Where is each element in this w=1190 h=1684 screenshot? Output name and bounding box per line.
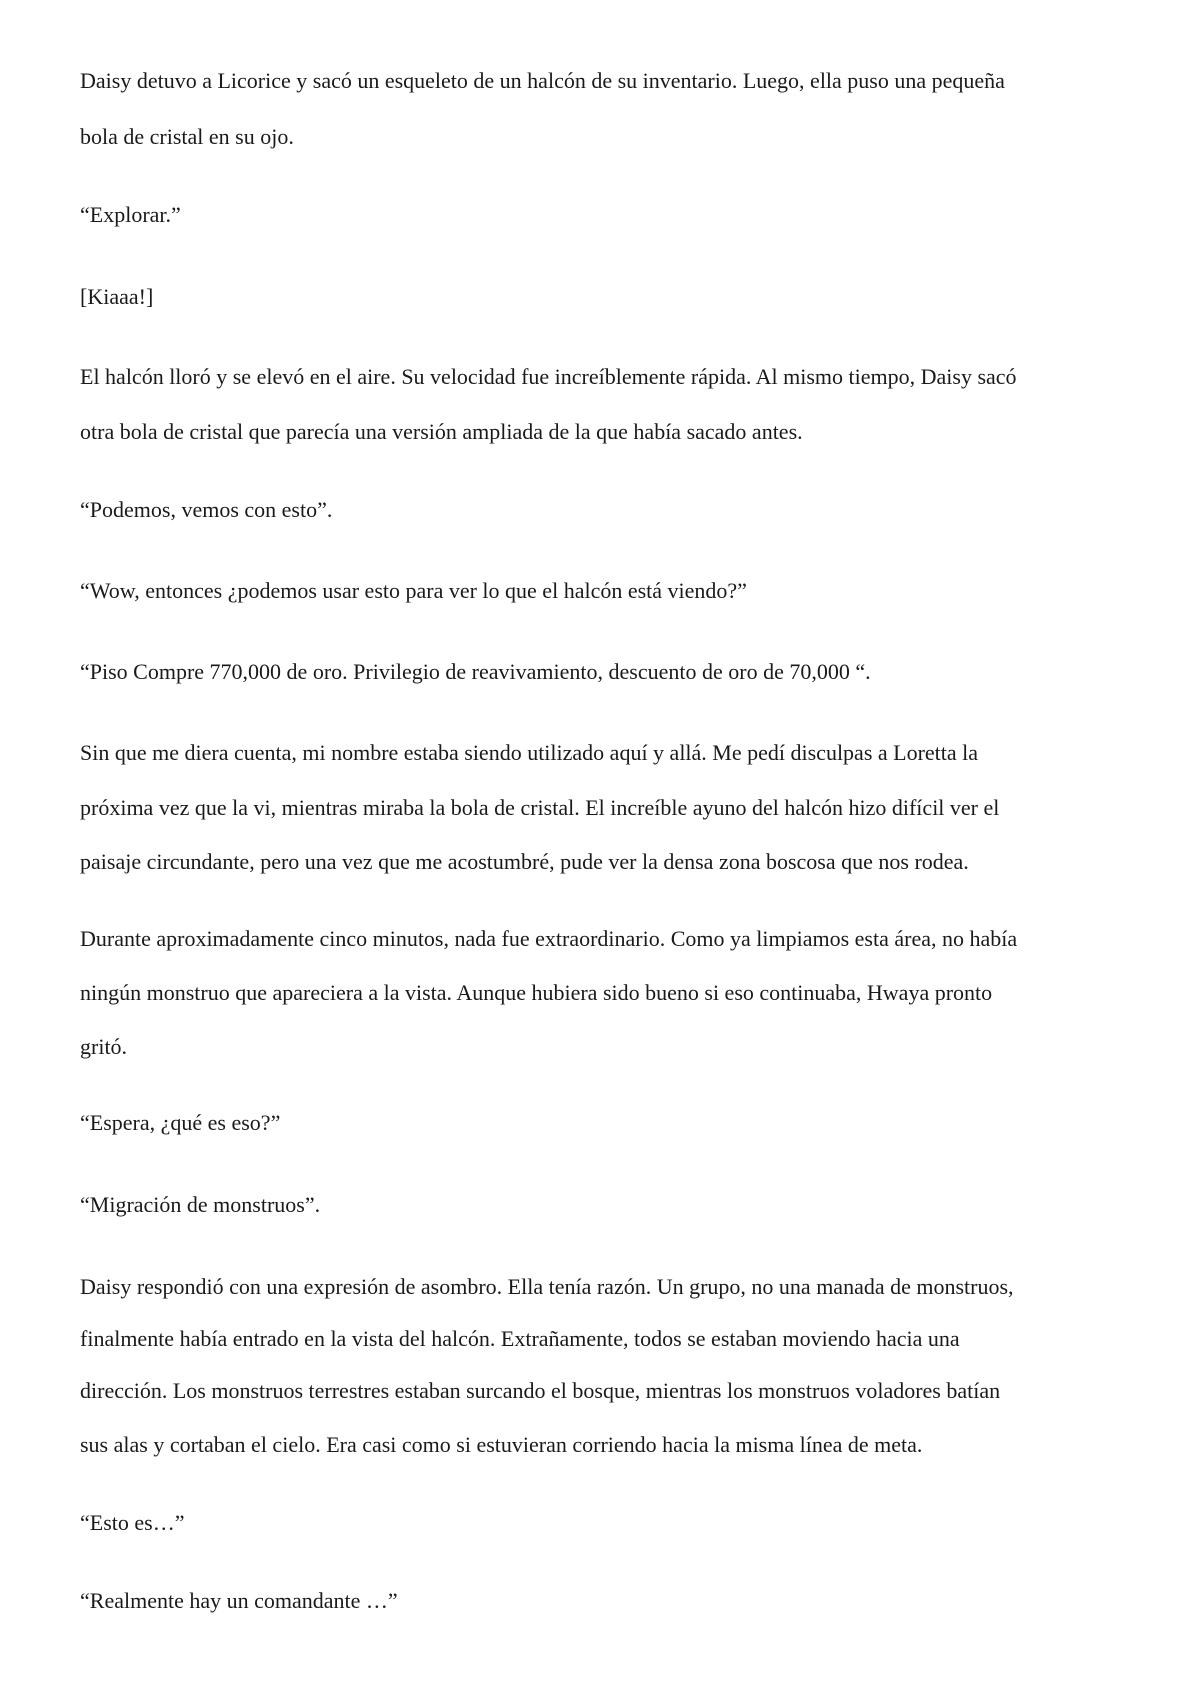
text-line: bola de cristal en su ojo. [80, 124, 294, 149]
text-line: ningún monstruo que apareciera a la vista. Aunque hubiera sido bueno si eso continuaba, Hwaya pronto [80, 980, 993, 1005]
text-line: “Realmente hay un comandante …” [80, 1588, 398, 1613]
text-line: Daisy detuvo a Licorice y sacó un esqueleto de un halcón de su inventario. Luego, ella puso una pequeña [80, 68, 1005, 93]
text-line: Sin que me diera cuenta, mi nombre estaba siendo utilizado aquí y allá. Me pedí disculpas a Loretta la [80, 740, 979, 765]
text-line: Daisy respondió con una expresión de asombro. Ella tenía razón. Un grupo, no una manada de monstruos, [80, 1274, 1014, 1299]
text-line: [Kiaaa!] [80, 284, 154, 309]
text-line: Durante aproximadamente cinco minutos, nada fue extraordinario. Como ya limpiamos esta área, no había [80, 926, 1018, 951]
text-line: “Migración de monstruos”. [80, 1192, 321, 1217]
text-line: “Podemos, vemos con esto”. [80, 497, 333, 522]
text-line: El halcón lloró y se elevó en el aire. Su velocidad fue increíblemente rápida. Al mismo tiempo, Daisy sacó [80, 364, 1017, 389]
text-line: dirección. Los monstruos terrestres estaban surcando el bosque, mientras los monstruos voladores batían [80, 1378, 1001, 1403]
text-line: sus alas y cortaban el cielo. Era casi como si estuvieran corriendo hacia la misma línea de meta. [80, 1432, 923, 1457]
text-line: “Piso Compre 770,000 de oro. Privilegio de reavivamiento, descuento de oro de 70,000 “. [80, 659, 871, 684]
text-line: otra bola de cristal que parecía una versión ampliada de la que había sacado antes. [80, 419, 803, 444]
text-line: finalmente había entrado en la vista del halcón. Extrañamente, todos se estaban moviendo hacia una [80, 1326, 960, 1351]
text-line: paisaje circundante, pero una vez que me acostumbré, pude ver la densa zona boscosa que nos rodea. [80, 849, 969, 874]
text-line: “Wow, entonces ¿podemos usar esto para ver lo que el halcón está viendo?” [80, 578, 747, 603]
text-line: “Explorar.” [80, 202, 181, 227]
text-line: “Esto es…” [80, 1510, 185, 1535]
text-line: próxima vez que la vi, mientras miraba la bola de cristal. El increíble ayuno del halcón hizo difícil ver el [80, 795, 1000, 820]
text-line: gritó. [80, 1034, 128, 1059]
text-line: “Espera, ¿qué es eso?” [80, 1110, 281, 1135]
